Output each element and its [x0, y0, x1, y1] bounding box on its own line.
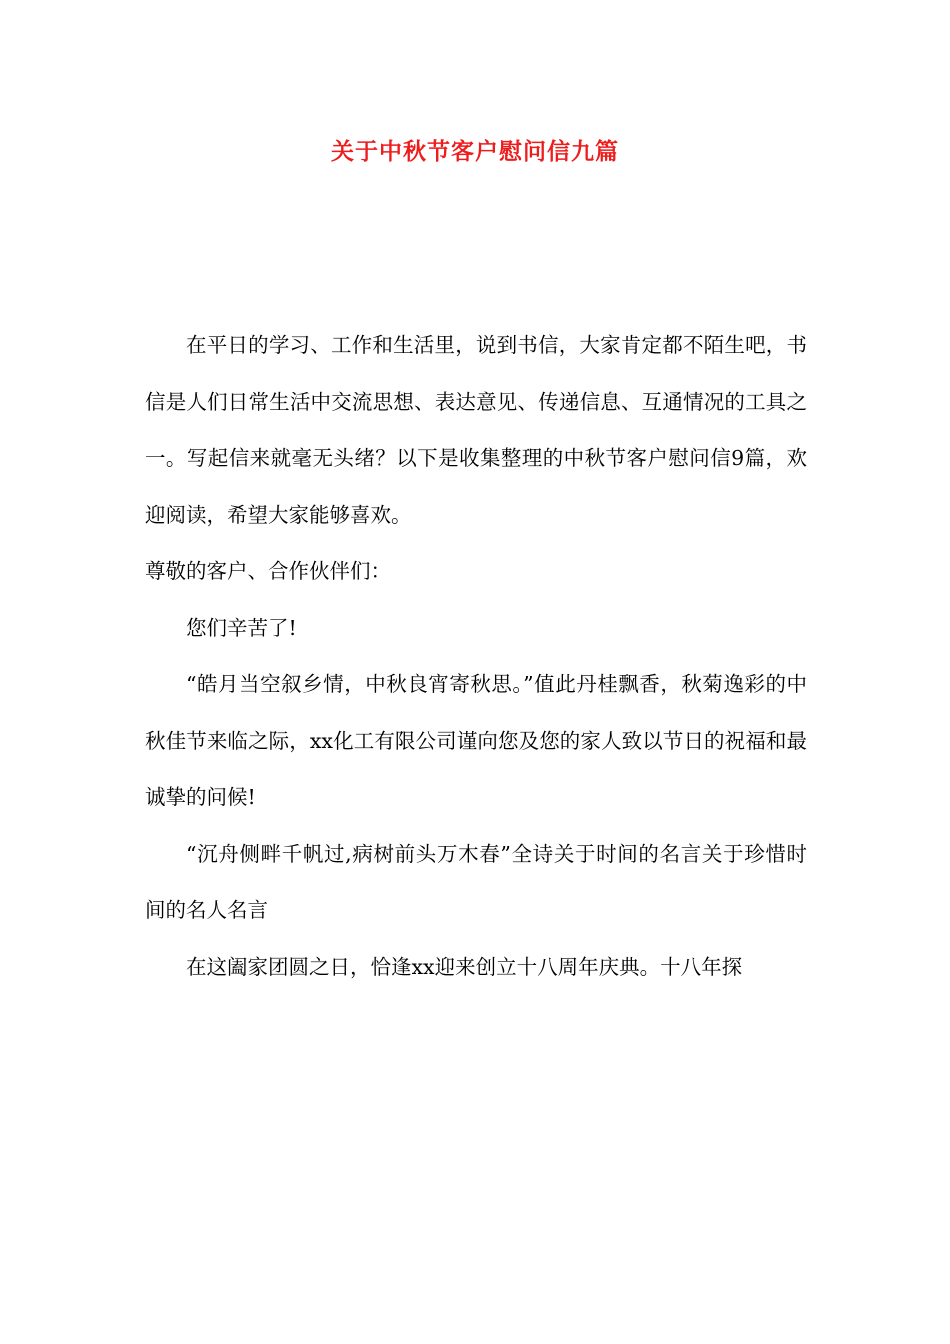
quote-paragraph: “沉舟侧畔千帆过,病树前头万木春”全诗关于时间的名言关于珍惜时间的名人名言	[145, 841, 807, 922]
document-title: 关于中秋节客户慰问信九篇	[331, 138, 619, 165]
festival-wish-paragraph: “皓月当空叙乡情，中秋良宵寄秋思。”值此丹桂飘香，秋菊逸彩的中秋佳节来临之际，xx化工有限公司谨向您及您的家人致以节日的祝福和最诚挚的问候!	[145, 672, 807, 809]
intro-paragraph: 在平日的学习、工作和生活里，说到书信，大家肯定都不陌生吧，书信是人们日常生活中交流思想、表达意见、传递信息、互通情况的工具之一。写起信来就毫无头绪？以下是收集整理的中秋节客户慰问信9篇，欢迎阅读，希望大家能够喜欢。	[145, 333, 807, 527]
document-body	[145, 317, 807, 995]
salutation: 尊敬的客户、合作伙伴们：	[145, 559, 391, 583]
greeting-paragraph: 您们辛苦了!	[186, 615, 297, 640]
anniversary-paragraph: 在这阖家团圆之日，恰逢xx迎来创立十八周年庆典。十八年探	[186, 954, 743, 979]
